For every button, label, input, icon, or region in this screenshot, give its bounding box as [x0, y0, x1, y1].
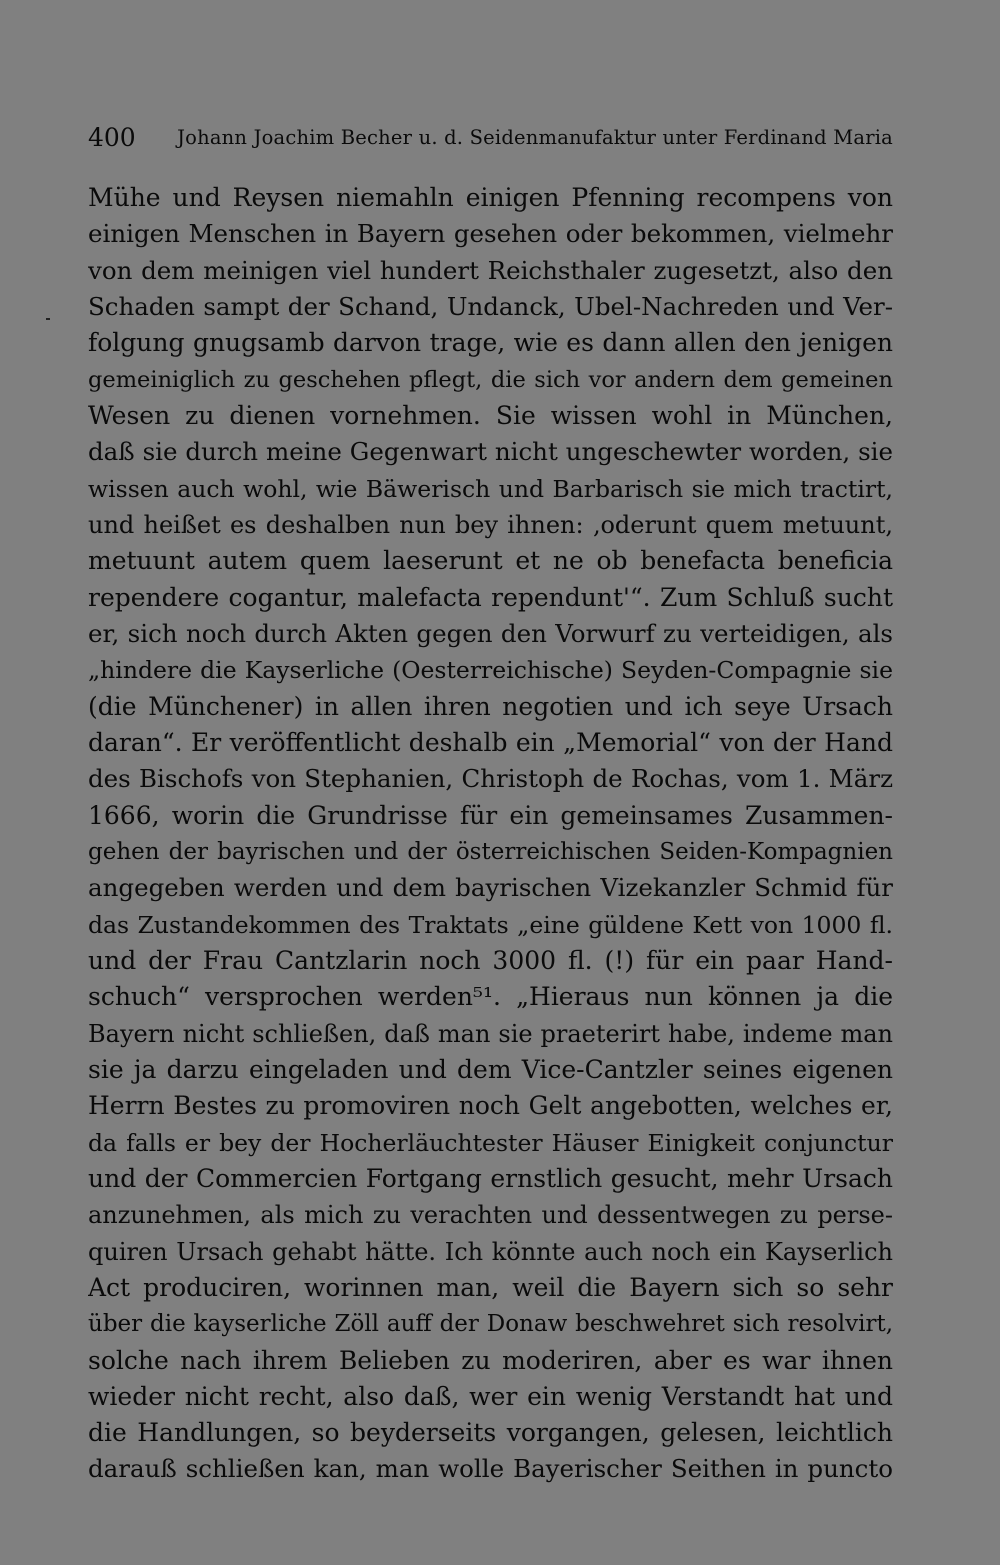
body-text — [88, 180, 893, 1488]
text-line: das Zustandekommen des Traktats „eine güldene Kett von 1000 fl. — [88, 910, 893, 939]
text-line: quiren Ursach gehabt hätte. Ich könnte auch noch ein Kayserlich — [88, 1237, 893, 1266]
text-line: anzunehmen, als mich zu verachten und dessentwegen zu perse- — [88, 1201, 893, 1230]
text-line: (die Münchener) in allen ihren negotien und ich seye Ursach — [88, 691, 893, 721]
text-line: Wesen zu dienen vornehmen. Sie wissen wohl in München, — [88, 400, 893, 430]
text-line: Mühe und Reysen niemahln einigen Pfenning recompens von — [88, 183, 893, 212]
text-line: „hindere die Kayserliche (Oesterreichische) Seyden-Compagnie sie — [88, 656, 893, 685]
text-line: metuunt autem quem laeserunt et ne ob benefacta beneficia — [88, 546, 893, 576]
text-line: gemeiniglich zu geschehen pflegt, die sich vor andern dem gemeinen — [88, 366, 893, 393]
text-line: angegeben werden und dem bayrischen Vizekanzler Schmid für — [88, 873, 893, 903]
text-line: Bayern nicht schließen, daß man sie praeterirt habe, indeme man — [88, 1019, 893, 1048]
text-line: und heißet es deshalben nun bey ihnen: ‚oderunt quem metuunt, — [88, 510, 893, 539]
text-line: von dem meinigen viel hundert Reichsthaler zugesetzt, also den — [88, 255, 893, 285]
page-header — [88, 120, 893, 156]
margin-mark — [46, 318, 50, 320]
text-line: da falls er bey der Hocherläuchtester Häuser Einigkeit conjunctur — [88, 1128, 893, 1157]
text-line: Schaden sampt der Schand, Undanck, Ubel-Nachreden und Ver- — [88, 291, 893, 321]
text-line: darauß schließen kan, man wolle Bayerischer Seithen in puncto — [88, 1454, 893, 1484]
running-head: Johann Joachim Becher u. d. Seidenmanufaktur unter Ferdinand Maria — [177, 126, 893, 149]
text-line: über die kayserliche Zöll auff der Donaw beschwehret sich resolvirt, — [88, 1311, 893, 1338]
text-line: daß sie durch meine Gegenwart nicht ungeschewter worden, sie — [88, 437, 893, 467]
text-line: daran“. Er veröffentlicht deshalb ein „Memorial“ von der Hand — [88, 727, 893, 757]
text-line: einigen Menschen in Bayern gesehen oder bekommen, vielmehr — [88, 219, 893, 249]
text-line: wissen auch wohl, wie Bäwerisch und Barbarisch sie mich tractirt, — [88, 474, 893, 503]
text-line: er, sich noch durch Akten gegen den Vorwurf zu verteidigen, als — [88, 618, 893, 648]
text-line: des Bischofs von Stephanien, Christoph de Rochas, vom 1. März — [88, 764, 893, 794]
text-line: wieder nicht recht, also daß, wer ein wenig Verstandt hat und — [88, 1381, 893, 1411]
text-line: die Handlungen, so beyderseits vorgangen, gelesen, leichtlich — [88, 1418, 893, 1448]
page-number: 400 — [88, 123, 136, 152]
text-line: solche nach ihrem Belieben zu moderiren, aber es war ihnen — [88, 1345, 893, 1375]
text-line: 1666, worin die Grundrisse für ein gemeinsames Zusammen- — [88, 800, 893, 830]
text-line: und der Commercien Fortgang ernstlich gesucht, mehr Ursach — [88, 1163, 893, 1193]
text-line: Act produciren, worinnen man, weil die Bayern sich so sehr — [88, 1272, 893, 1302]
text-line: Herrn Bestes zu promoviren noch Gelt angebotten, welches er, — [88, 1091, 893, 1121]
text-line: schuch“ versprochen werden⁵¹. „Hieraus nun können ja die — [88, 982, 893, 1012]
text-line: folgung gnugsamb darvon trage, wie es dann allen den jenigen — [88, 328, 893, 358]
text-line: rependere cogantur, malefacta rependunt'“. Zum Schluß sucht — [88, 582, 893, 612]
text-line: gehen der bayrischen und der österreichischen Seiden-Kompagnien — [88, 838, 893, 865]
text-line: sie ja darzu eingeladen und dem Vice-Cantzler seines eigenen — [88, 1054, 893, 1084]
text-line: und der Frau Cantzlarin noch 3000 fl. (!) für ein paar Hand- — [88, 945, 893, 975]
